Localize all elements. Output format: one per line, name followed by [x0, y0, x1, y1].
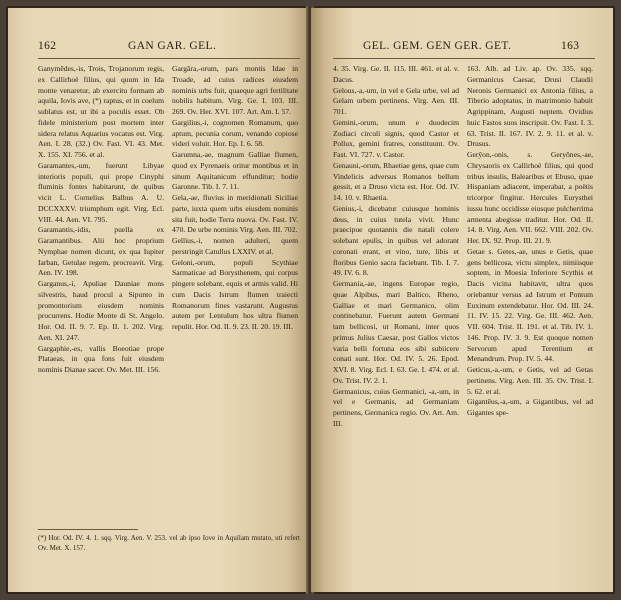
dictionary-entry: Gigantēus,-a,-um, a Gigantibus, vel ad Gigantes spe-: [467, 397, 593, 417]
right-column-1: [333, 64, 459, 584]
header-rule: [38, 58, 300, 59]
page-number: 163: [561, 40, 580, 52]
running-head: GEL. GEM. GEN GER. GET.: [363, 40, 512, 52]
dictionary-entry: Gargăra,-orum, pars montis Idae in Troade, ad cuius radices eiusdem nominis urbs fuit, quaeque agri fertilitate nobilis habitum. Virg. Ge. I. 103. III. 269. Ov. Her. XVI. 107. Art. Am. I. 57.: [172, 64, 298, 116]
dictionary-entry: Gargilius,-i, cognomen Romanum, quo aptum, pecunia corum, venando copiose videri voluit. Hor. Ep. I. 6. 58.: [172, 117, 298, 149]
dictionary-entry: Gela,-ae, fluvius in meridionali Siciliae parte, iuxta quem urbs eiusdem nominis sita fuit, hodie Terra nuova. Ov. Fast. IV. 470. De urbe nominis Virg. Aen. III. 702.: [172, 193, 298, 235]
dictionary-entry: Geloni,-orum, populi Scythiae Sarmaticae ad Borysthenem, qui corpus pingere solebant, equis et armis valid. Hi cum Dacis Istrum flumen traiecti Romanorum fines vastarunt. Augustus autem per Lentulum hos ultra flumen repulit. Hor. Od. II. 9. 23. II. 20. 19. III.: [172, 257, 298, 331]
dictionary-entry: Geticus,-a,-um, e Getis, vel ad Getas pertinens. Virg. Aen. III. 35. Ov. Trist. I. 5. 62. et al.: [467, 365, 593, 396]
dictionary-entry: Gargaphie,-es, vallis Boeotiae prope Plataeas, in qua fons fuit eiusdem nominis Dianae sacer. Ov. Met. III. 156.: [38, 343, 164, 374]
dictionary-entry: 4. 35. Virg. Ge. II. 115. III. 461. et al. v. Dacus.: [333, 64, 459, 84]
dictionary-entry: Garganus,-i, Apuliae Dauniae mons silvestris, haud procul a Sipunto in promontorium eiusdem nominis procurrens. Hodie Monte di St. Angelo. Hor. Od. II. 9. 7. Ep. II. 1. 202. Virg. Aen. XI. 247.: [38, 279, 164, 342]
left-page-header: [8, 40, 308, 56]
dictionary-entry: Garamantis,-idis, puella ex Garamantibus. Alii hoc proprium Nymphae nomen dicunt, ex qua Iupiter Iarban, Getulae regem, procreavit. Virg. Aen. IV. 198.: [38, 225, 164, 278]
dictionary-entry: Gemini,-orum, unum e duodecim Zodiaci circuli signis, quod Castor et Pollux, gemini fratres, constituunt. Ov. Fast. VI. 727. v. Castor.: [333, 117, 459, 159]
dictionary-entry: Genauni,-orum, Rhaetiae gens, quae cum Vindelicis adversus Romanos bellum gessit, et a Druso victa est. Hor. Od. IV. 14. 10. v. Rhaetia.: [333, 160, 459, 202]
dictionary-entry: Gellius,-i, nomen adulteri, quem perstringit Catullus LXXIV. et al.: [172, 236, 298, 256]
dictionary-entry: Garumna,-ae, magnum Galliae flumen, quod ex Pyrenaeis oritur montibus et in sinum Aquitanicum effunditur; hodie Garonne. Tib. I. 7. 11.: [172, 150, 298, 192]
dictionary-entry: 163. Alb. ad Liv. ap. Ov. 335. sqq. Germanicus Caesar, Drusi Claudii Neronis Germanici ex Antonia filius, a Tiberio adoptatus, in matrimonio habuit Agrippinam, Augusti neptem. Ovidius huic Fastos suos inscripsit. Ov. Fast. I. 3. 63. Trist. II. 167. IV. 2. 9. 11. et al. v. Drusus.: [467, 64, 593, 149]
dictionary-entry: Genius,-i, dicebatur cuiusque hominis deus, in cuius tutela vivit. Hunc praecipue quotannis die natali colere solebant epulis, in quibus vel adorant coronati erant, et vino, ture, libis et floribus Genio sacra faciebant. Tib. I. 7. 49. IV. 6. 8.: [333, 203, 459, 278]
right-page-header: [311, 40, 613, 56]
dictionary-entry: Gerỹon,-onis, s. Geryŏnes,-ae, Chrysaoris ex Callirhoë filius, qui quod tribus insulis, Balearibus et Ebuso, quae Hispaniam adiacent, imperabat, a poëtis tricorpor fingitur. Hercules Eurysthei iussu hunc occidisse eiusque pulcherrima armenta abegisse traditur. Hor. Od. II. 14. 8. Virg. Aen. VII. 662. VIII. 202. Ov. Her. IX. 92. Prop. III. 21. 9.: [467, 150, 593, 245]
page-number: 162: [38, 40, 57, 52]
right-page: [311, 8, 613, 592]
dictionary-entry: Gelous,-a,-um, in vel e Gela urbe, vel ad Gelam urbem pertinens. Virg. Aen. III. 701.: [333, 85, 459, 116]
left-page: [8, 8, 308, 592]
header-rule: [333, 58, 595, 59]
dictionary-entry: Ganymēdes,-is, Trois, Trojanorum regis, ex Callirhoë filius, qui quum in Ida monte venaretur, ab exercitu formam ab aquila, Iovis ave, (*) raptus, et in coelum sublatus est, ut ibi a poculis esset. Ob fidele ministerium post mortem inter sidera relatus Aquarius vocatus est. Virg. Aen. I. 28. (32.) Ov. Fast. VI. 43. Met. X. 155. XI. 756. et al.: [38, 64, 164, 159]
footnote: (*) Hor. Od. IV. 4. 1. sqq. Virg. Aen. V. 253. vel ab ipso Iove in Aquilam mutato, uti refert Ov. Met. X. 157.: [38, 534, 300, 552]
dictionary-entry: Garamantes,-um, fuerunt Libyae interioris populi, qui prope Cinyphi fluminis fontes habitarunt, de quibus vicit L. Cornelius Balbus A. U. DCCXXXV. triumphum egit. Virg. Ecl. VIII. 44. Aen. VI. 795.: [38, 160, 164, 224]
dictionary-entry: Germania,-ae, ingens Europae regio, quae Alpibus, mari Baltico, Rheno, Galliae et mari Germanico, olim continebatur. Fuerunt autem Germani tam bellicosi, ut Romani, inter quos primus Julius Caesar, post Gallos victos varia belli fortuna eos sibi subiicere conati sunt. Hor. Od. IV. 5. 26. Epod. XVI. 8. Virg. Ecl. I. 63. Ge. I. 474. et al. Ov. Trist. IV. 2. 1.: [333, 279, 459, 385]
left-column-1: [38, 64, 164, 534]
dictionary-entry: Getae s. Getes,-ae, unus e Getis, quae gens bellicosa, victu simplex, nimiisque soptem, in Moesia Inferiore Scythis et Dacis vicina habitavit, ultra quos oriebantur versus ad Istrum et Pontum Euxinum extendebatur. Hor. Od. III. 24. 11. IV. 15. 22. Virg. Ge. III. 462. Aen. VII. 604. Trist. II. 191. et al. Tib. IV. 1. 146. Prop. IV. 3. 9. Est quoque nomen Servorum apud Terentium et Menandrum. Prop. IV. 5. 44.: [467, 246, 593, 364]
open-book: [6, 6, 615, 594]
dictionary-entry: Germanicus, cuius Germanici, -a,-um, in vel e Germanis, ad Germaniam pertinens, Germanica regio. Ov. Art. Am. III.: [333, 386, 459, 428]
footnote-rule: [38, 529, 138, 530]
right-column-2: [467, 64, 593, 584]
running-head: GAN GAR. GEL.: [128, 40, 217, 52]
left-column-2: [172, 64, 298, 534]
